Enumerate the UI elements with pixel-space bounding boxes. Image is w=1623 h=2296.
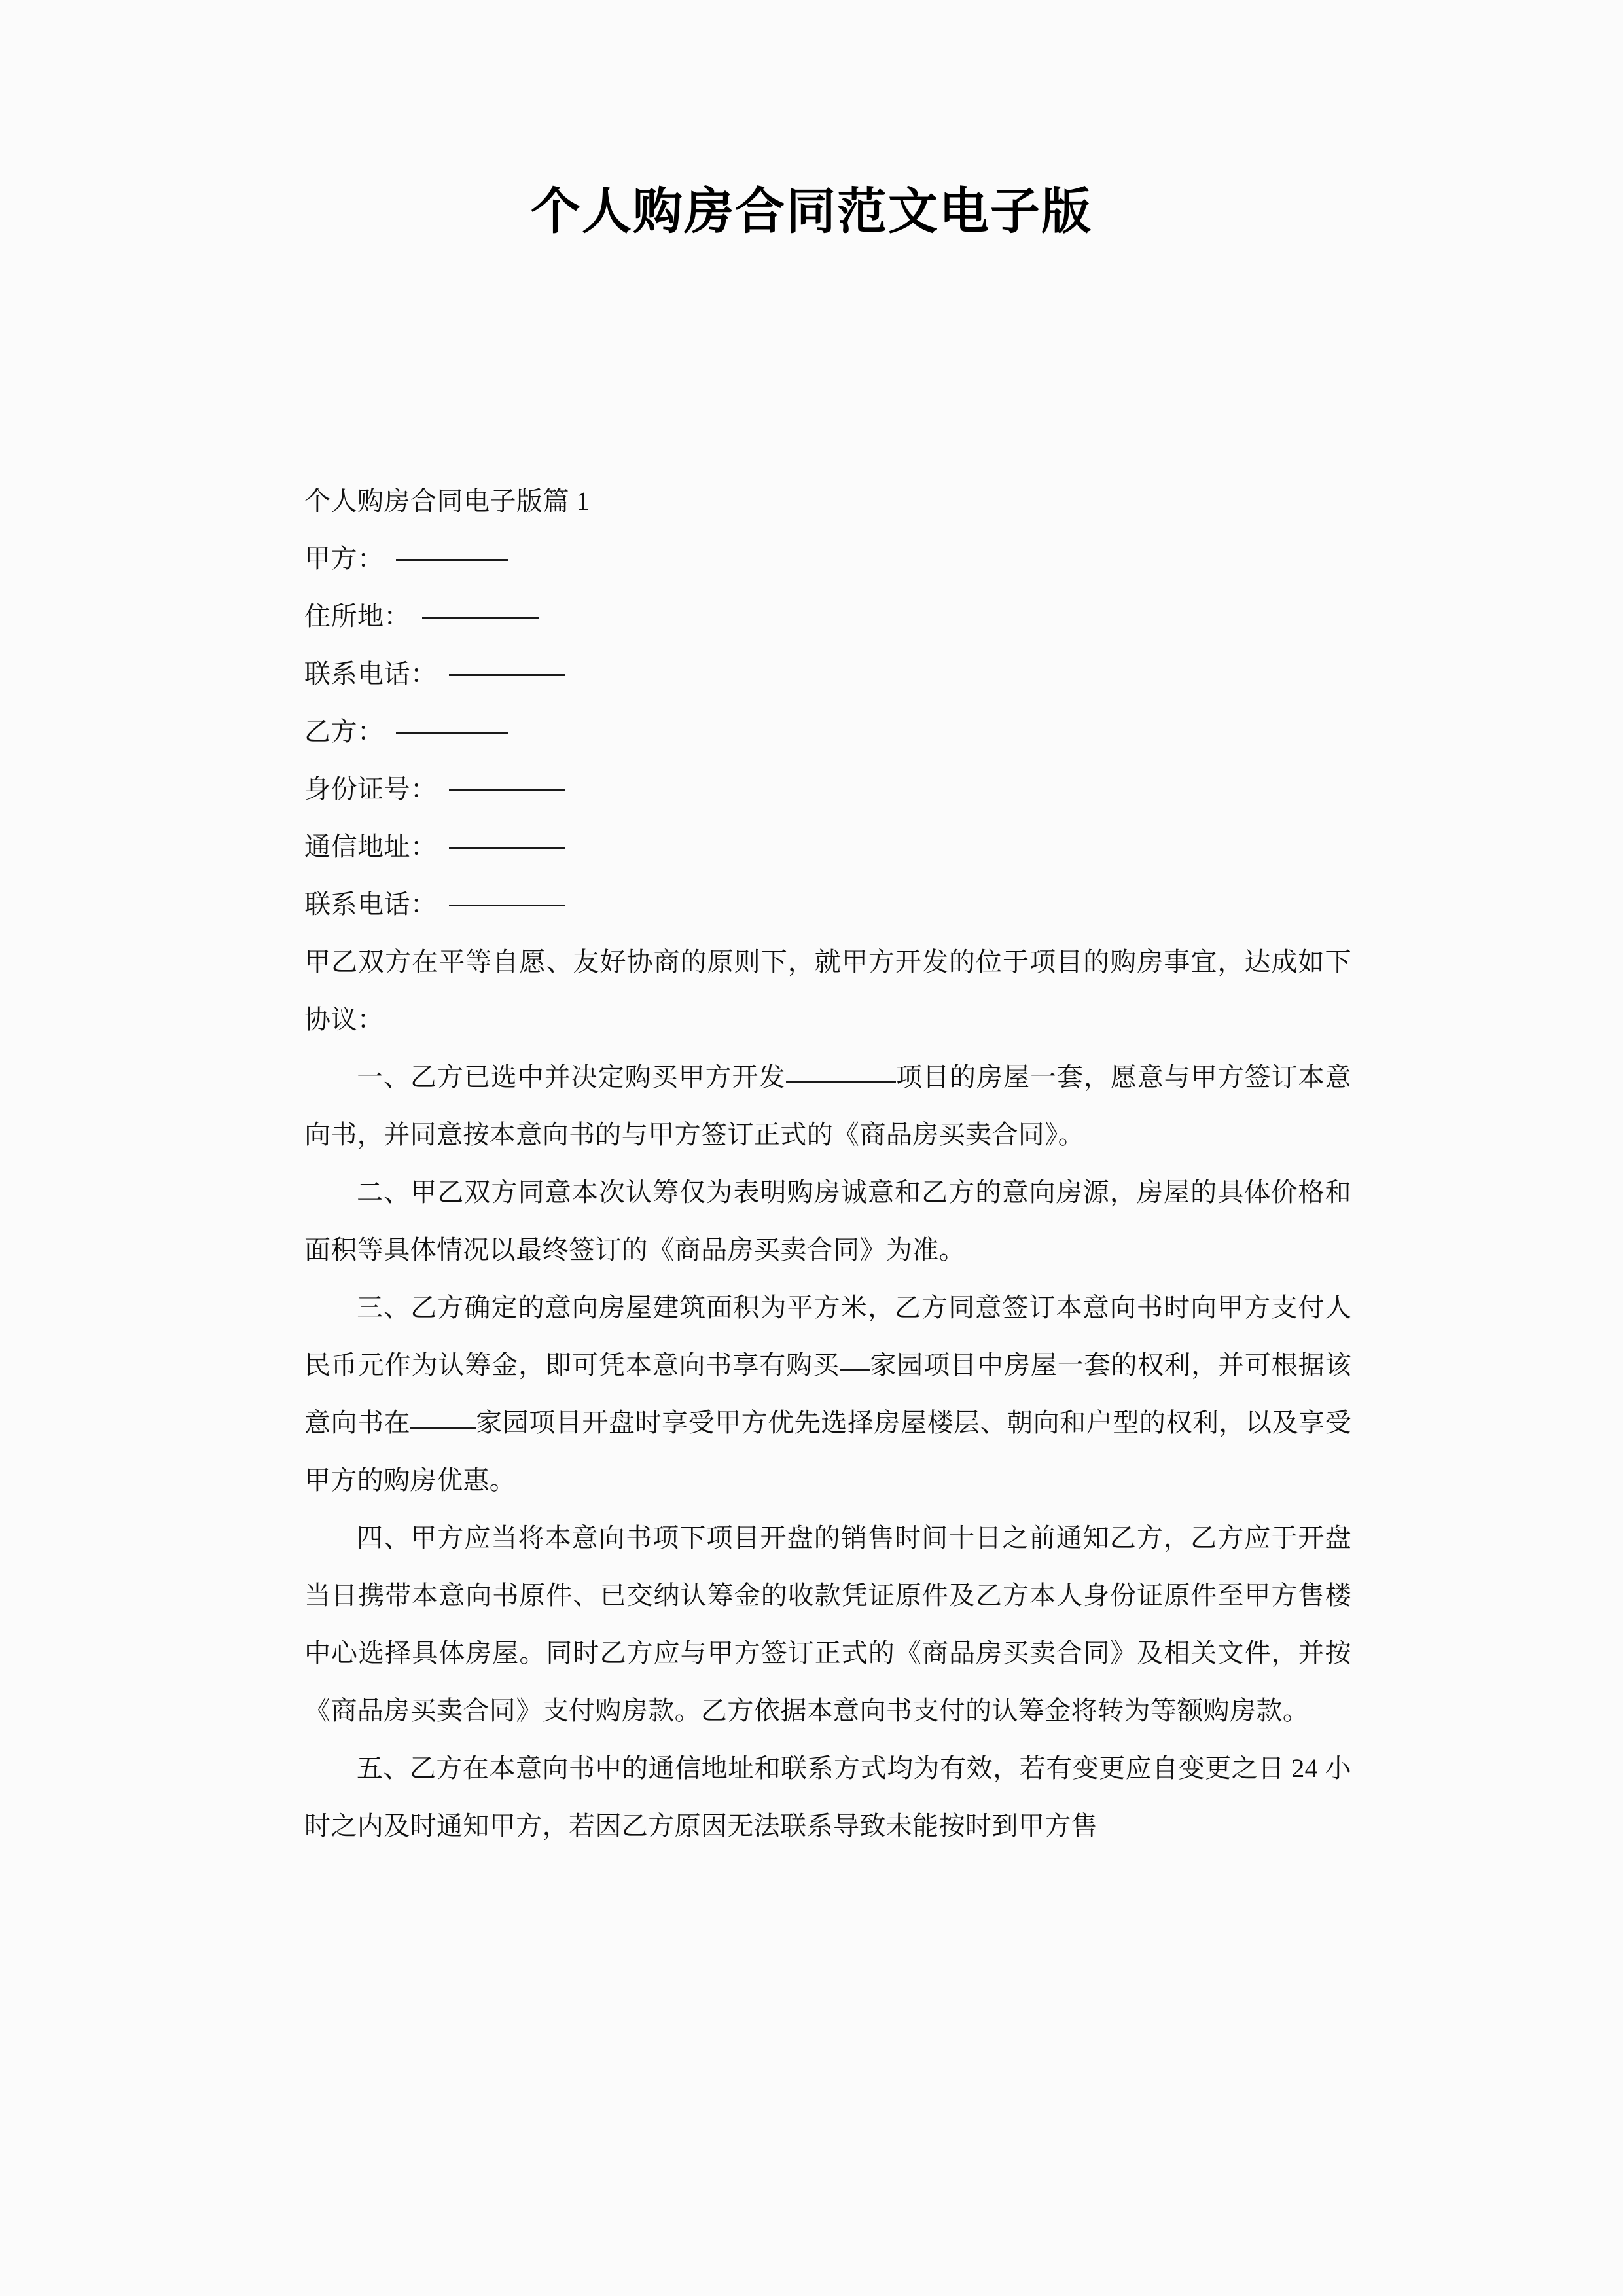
- clause-number: 五、: [357, 1753, 410, 1783]
- document-body: [304, 473, 1351, 1855]
- clause-number: 一、: [357, 1062, 410, 1092]
- form-field-party-b: [304, 703, 1351, 761]
- clause-paragraph-3: [304, 1279, 1351, 1509]
- clause-text-part1: 甲乙双方同意本次认筹仅为表明购房诚意和乙方的意向房源，房屋的具体价格和面积等具体情况以最终签订的《商品房买卖合同》为准。: [304, 1177, 1351, 1265]
- form-field-mailing-address: [304, 818, 1351, 876]
- clause-paragraph-4: [304, 1509, 1351, 1740]
- form-field-blank[interactable]: [449, 846, 565, 849]
- form-field-phone-b: [304, 876, 1351, 933]
- clause-paragraph-5: [304, 1740, 1351, 1855]
- clause-text-part3: 家园项目开盘时享受甲方优先选择房屋楼层、朝向和户型的权利，以及享受甲方的购房优惠。: [304, 1408, 1351, 1495]
- clause-text-part1: 乙方已选中并决定购买甲方开发: [410, 1062, 786, 1092]
- clause-blank[interactable]: [410, 1426, 476, 1429]
- preamble-paragraph: 甲乙双方在平等自愿、友好协商的原则下，就甲方开发的位于项目的购房事宜，达成如下协议：: [304, 947, 1351, 1034]
- clause-text-part2: 项目的房屋一套，愿意与甲方签订本意向书，并同意按本意向书的与甲方签订正式的《商品房买卖合同》。: [304, 1062, 1351, 1149]
- form-field-label: 联系电话：: [304, 889, 437, 919]
- clause-number: 四、: [357, 1523, 411, 1552]
- form-field-address-a: [304, 588, 1351, 645]
- form-field-blank[interactable]: [422, 616, 539, 619]
- form-field-blank[interactable]: [396, 731, 508, 734]
- clause-number: 三、: [357, 1293, 411, 1322]
- clause-blank[interactable]: [786, 1081, 896, 1083]
- clause-number: 二、: [357, 1177, 411, 1207]
- form-field-label: 乙方：: [304, 717, 384, 746]
- clause-text-part1: 乙方确定的意向房屋建筑面积为平方米，乙方同意签订本意向书时向甲方支付人民币元作为认筹金，即可凭本意向书享有购买: [304, 1293, 1351, 1380]
- form-field-label: 住所地：: [304, 601, 410, 631]
- page-title: 个人购房合同范文电子版: [531, 182, 1092, 240]
- clause-paragraph-2: [304, 1164, 1351, 1279]
- form-field-label: 甲方：: [304, 544, 384, 573]
- document-subtitle: 个人购房合同电子版篇 1: [304, 486, 590, 516]
- form-field-id-number: [304, 761, 1351, 818]
- clause-text-part1: 甲方应当将本意向书项下项目开盘的销售时间十日之前通知乙方，乙方应于开盘当日携带本意向书原件、已交纳认筹金的收款凭证原件及乙方本人身份证原件至甲方售楼中心选择具体房屋。同时乙方应与甲方签订正式的《商品房买卖合同》及相关文件，并按《商品房买卖合同》支付购房款。乙方依据本意向书支付的认筹金将转为等额购房款。: [304, 1523, 1351, 1725]
- clause-text-part1: 乙方在本意向书中的通信地址和联系方式均为有效，若有变更应自变更之日 24 小时之内及时通知甲方，若因乙方原因无法联系导致未能按时到甲方售: [304, 1753, 1351, 1840]
- clause-text-part2: 家园项目中房屋一套的权利，并可根据该意向书在: [304, 1350, 1352, 1437]
- form-field-party-a: [304, 530, 1351, 588]
- form-field-label: 联系电话：: [304, 659, 437, 689]
- form-field-blank[interactable]: [449, 789, 565, 791]
- form-field-label: 身份证号：: [304, 774, 437, 804]
- form-field-blank[interactable]: [396, 558, 508, 561]
- form-field-label: 通信地址：: [304, 832, 437, 861]
- form-field-phone-a: [304, 645, 1351, 703]
- clause-paragraph-1: [304, 1049, 1351, 1164]
- form-field-blank[interactable]: [449, 904, 565, 906]
- form-field-blank[interactable]: [449, 673, 565, 676]
- clause-blank[interactable]: [840, 1369, 870, 1371]
